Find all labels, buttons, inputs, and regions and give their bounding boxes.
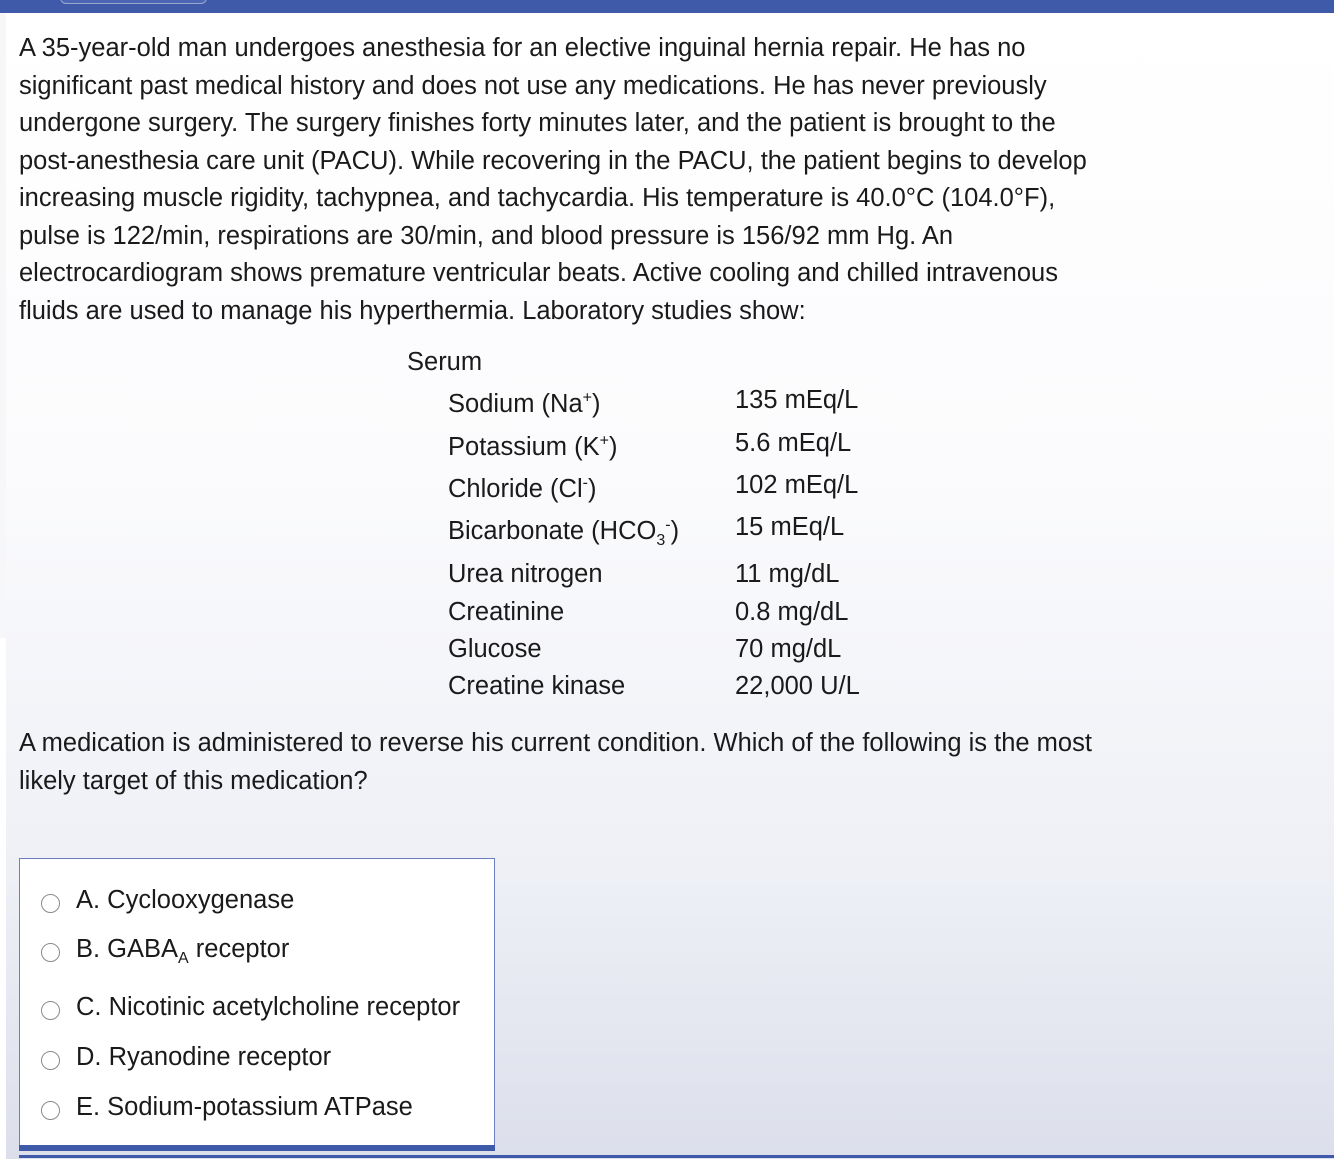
lab-name-potassium: Potassium (K+) bbox=[448, 432, 618, 461]
lab-value-bicarbonate: 15 mEq/L bbox=[735, 513, 845, 541]
answer-label-e: E. Sodium-potassium ATPase bbox=[76, 1092, 413, 1121]
lab-value-glucose: 70 mg/dL bbox=[735, 635, 842, 663]
answer-label-c: C. Nicotinic acetylcholine receptor bbox=[76, 992, 461, 1021]
answer-label-a: A. Cyclooxygenase bbox=[76, 885, 295, 914]
question-stem: A 35-year-old man undergoes anesthesia for an elective inguinal hernia repair. He has no significant past medical history and does not use any medications. He has never previously undergone surgery. The surgery finishes forty minutes later, and the patient is brought to the post-anesthesia care unit (PACU). While recovering in the PACU, the patient begins to develop increasing muscle rigidity, tachypnea, and tachycardia. His temperature is 40.0°C (104.0°F), pulse is 122/min, respirations are 30/min, and blood pressure is 156/92 mm Hg. An electrocardiogram shows premature ventricular beats. Active cooling and chilled intravenous fluids are used to manage his hyperthermia. Laboratory studies show: bbox=[19, 34, 1087, 325]
answer-option-c[interactable] bbox=[41, 990, 460, 1024]
question-prompt: A medication is administered to reverse his current condition. Which of the following is the most likely target of this medication? bbox=[19, 729, 1092, 795]
lab-value-urea-nitrogen: 11 mg/dL bbox=[735, 560, 840, 588]
lab-name-urea-nitrogen: Urea nitrogen bbox=[448, 560, 603, 588]
top-bar bbox=[0, 0, 1334, 13]
lab-value-sodium: 135 mEq/L bbox=[735, 386, 859, 414]
radio-button-b[interactable] bbox=[41, 943, 60, 962]
lab-name-glucose: Glucose bbox=[448, 635, 542, 663]
answer-label-b: B. $GABA_A$ receptor bbox=[76, 934, 290, 967]
lab-name-chloride: Chloride (Cl-) bbox=[448, 474, 597, 503]
lab-section-title: Serum bbox=[407, 348, 483, 376]
lab-value-creatinine: 0.8 mg/dL bbox=[735, 598, 849, 626]
answer-option-a[interactable] bbox=[41, 883, 294, 917]
answer-choices-box bbox=[19, 858, 495, 1146]
radio-button-c[interactable] bbox=[41, 1001, 60, 1020]
bottom-divider bbox=[19, 1155, 1334, 1158]
answer-option-b[interactable] bbox=[41, 932, 289, 966]
lab-name-creatine-kinase: Creatine kinase bbox=[448, 672, 626, 700]
radio-button-d[interactable] bbox=[41, 1051, 60, 1070]
lab-name-creatinine: Creatinine bbox=[448, 598, 565, 626]
top-tab[interactable] bbox=[60, 0, 207, 4]
answers-bottom-bar bbox=[19, 1145, 495, 1151]
lab-name-sodium: Sodium (Na+) bbox=[448, 389, 601, 418]
answer-label-d: D. Ryanodine receptor bbox=[76, 1042, 332, 1071]
radio-button-a[interactable] bbox=[41, 894, 60, 913]
lab-value-creatine-kinase: 22,000 U/L bbox=[735, 672, 860, 700]
radio-button-e[interactable] bbox=[41, 1101, 60, 1120]
lab-value-potassium: 5.6 mEq/L bbox=[735, 429, 852, 457]
lab-value-chloride: 102 mEq/L bbox=[735, 471, 859, 499]
answer-option-d[interactable] bbox=[41, 1040, 331, 1074]
answer-option-e[interactable] bbox=[41, 1090, 413, 1124]
lab-name-bicarbonate: Bicarbonate $(HCO_3^-)$ bbox=[448, 516, 680, 550]
